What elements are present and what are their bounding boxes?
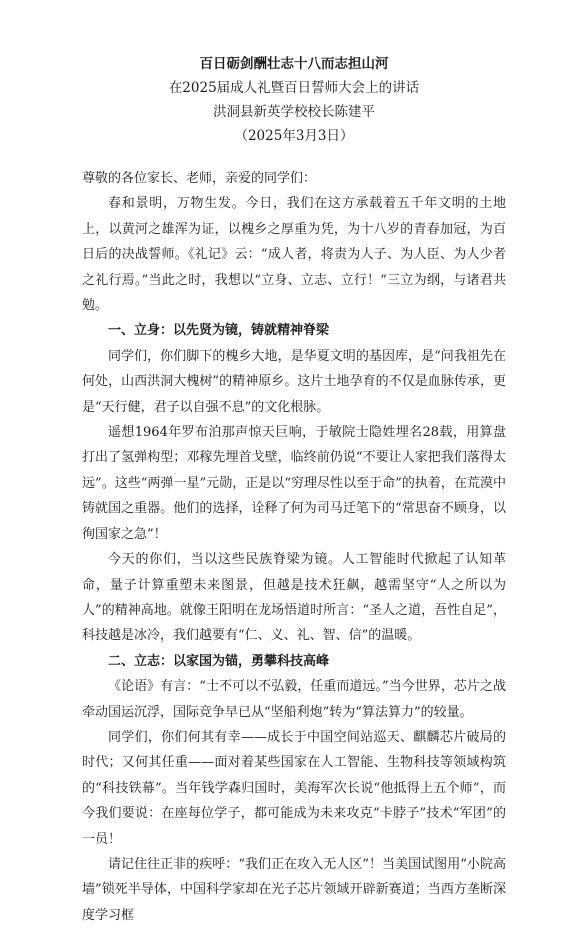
- paragraph: 同学们，你们脚下的槐乡大地，是华夏文明的基因库，是“问我祖先在何处，山西洪洞大槐树”的精神原乡。这片土地孕育的不仅是血脉传承，更是“天行健，君子以自强不息”的文化根脉。: [82, 348, 506, 415]
- section-heading: 一、立身：以先贤为镜，铸就精神脊梁: [108, 323, 330, 339]
- paragraph: 《论语》有言：“士不可以不弘毅，任重而道远。”当今世界，芯片之战牵动国运沉浮，国际竞争早已从“坚船利炮”转为“算法算力”的较量。: [82, 679, 506, 720]
- speech-subtitle: 在2025届成人礼暨百日誓师大会上的讲话: [168, 80, 420, 96]
- speech-body: [82, 166, 506, 928]
- speech-author: 洪洞县新英学校校长陈建平: [213, 104, 375, 120]
- paragraph: 请记住往正非的疾呼：“我们正在攻入无人区”！当美国试图用“小院高墙”锁死半导体，中国科学家却在光子芯片领域开辟新赛道；当西方垄断深度学习框: [82, 856, 506, 923]
- speech-date: （2025年3月3日）: [234, 128, 354, 144]
- speech-header: [82, 52, 506, 148]
- paragraph: 同学们，你们何其有幸——成长于中国空间站巡天、麒麟芯片破局的时代；又何其任重——面对着某些国家在人工智能、生物科技等领域构筑的“科技铁幕”。当年钱学森归国时，美海军次长说“他抵得上五个师”，而今我们要说：在座每位学子，都可能成为未来攻克“卡脖子”技术“军团”的一员！: [82, 729, 506, 847]
- paragraph: 今天的你们，当以这些民族脊梁为镜。人工智能时代掀起了认知革命，量子计算重塑未来图景，但越是技术狂飙，越需坚守“人之所以为人”的精神高地。就像王阳明在龙场悟道时所言：“圣人之道，吾性自足”，科技越是冰冷，我们越要有“仁、义、礼、智、信”的温暖。: [82, 552, 506, 644]
- speech-title: 百日砺剑酬壮志十八而志担山河: [199, 56, 389, 72]
- salutation: 尊敬的各位家长、老师，亲爱的同学们：: [82, 171, 317, 186]
- paragraph: 遥想1964年罗布泊那声惊天巨响，于敏院士隐姓埋名28载，用算盘打出了氢弹构型；邓稼先埋首戈壁，临终前仍说“不要让人家把我们落得太远”。这些“两弹一星”元勋，正是以“穷理尽性以至于命”的执着，在荒漠中铸就国之重器。他们的选择，诠释了何为司马迁笔下的“常思奋不顾身，以徇国家之急”！: [82, 425, 506, 542]
- paragraph: 春和景明，万物生发。今日，我们在这方承载着五千年文明的土地上，以黄河之雄浑为证，以槐乡之厚重为凭，为十八岁的青春加冠，为百日后的决战誓师。《礼记》云：“成人者，将责为人子、为人臣、为人少者之礼行焉。”当此之时，我想以“立身、立志、立行！”三立为纲，与诸君共勉。: [82, 196, 506, 314]
- section-heading: 二、立志：以家国为锚，勇攀科技高峰: [108, 653, 330, 669]
